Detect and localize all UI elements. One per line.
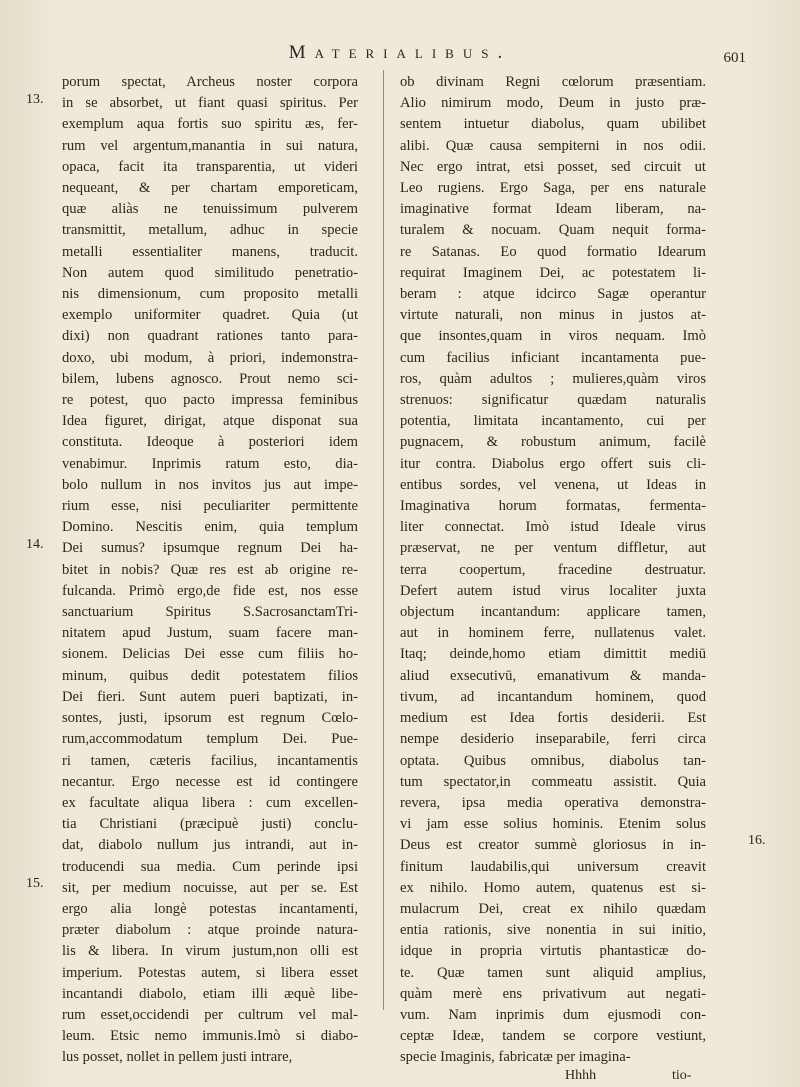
text-line: ceptæ Ideæ, tandem se corpore vestiunt, [400, 1028, 706, 1045]
margin-number-13: 13. [26, 92, 44, 107]
text-line: ex nihilo. Homo autem, quatenus est si- [400, 879, 706, 896]
text-line: liter connectat. Imò istud Ideale virus [400, 519, 706, 536]
text-line: necantur. Ergo necesse est id contingere [62, 773, 358, 790]
text-line: nequeant, & per chartam emporeticam, [62, 180, 358, 197]
text-line: nis dimensionum, cum proposito metalli [62, 286, 358, 303]
text-line: ros, quàm adultos ; mulieres,quàm viros [400, 370, 706, 387]
text-line: venabimur. Inprimis ratum esto, dia- [62, 455, 358, 472]
text-line: aliud exsecutivū, emanativum & manda- [400, 667, 706, 684]
margin-number-14: 14. [26, 537, 44, 552]
text-line: Domino. Nescitis enim, quia templum [62, 519, 358, 536]
text-line: turalem & nocuam. Quam nequit forma- [400, 222, 706, 239]
text-line: sanctuarium Spiritus S.SacrosanctamTri- [62, 604, 358, 621]
text-line: lis & libera. In virum justum,non olli est [62, 943, 358, 960]
text-line: Defert autem istud virus localiter juxta [400, 582, 706, 599]
text-line: constituta. Ideoque à posteriori idem [62, 434, 358, 451]
text-line: in se absorbet, ut fiant quasi spiritus. Per [62, 95, 358, 112]
text-line: entibus sordes, vel venena, ut Ideas in [400, 476, 706, 493]
text-line: Deus est creator summè gloriosus in in- [400, 837, 706, 854]
text-line: sentem intuetur diabolus, quam ubilibet [400, 116, 706, 133]
text-line: exemplum aqua fortis suo spiritu æs, fer- [62, 116, 358, 133]
text-line: transmittit, metallum, adhuc in specie [62, 222, 358, 239]
text-line: revera, ipsa media operativa demonstra- [400, 794, 706, 811]
text-line: nempe desiderio inseparabile, ferri circa [400, 731, 706, 748]
text-line: rum esset,occidendi per cultrum vel mal- [62, 1006, 358, 1023]
text-line: opaca, facit ita transparentia, ut videri [62, 158, 358, 175]
text-line: Itaq; deinde,homo etiam dimittit mediū [400, 646, 706, 663]
text-line: aut in hominem ferre, nullatenus valet. [400, 625, 706, 642]
text-line: dixi) non quadrant rationes tanto para- [62, 328, 358, 345]
text-line: rum vel argentum,manantia in sui natura, [62, 137, 358, 154]
left-text-column [62, 72, 358, 1069]
text-line: Alio nimirum modo, Deum in justo præ- [400, 95, 706, 112]
text-line: pugnacem, & robustum animum, facilè [400, 434, 706, 451]
text-line: Idea figuret, dirigat, atque disponat sua [62, 413, 358, 430]
page-header [0, 22, 800, 66]
text-line: tum spectator,in commeatu assistit. Quia [400, 773, 706, 790]
text-line: Dei sumus? ipsumque regnum Dei ha- [62, 540, 358, 557]
text-line: itur contra. Diabolus ergo offert suis cli- [400, 455, 706, 472]
text-line: vum. Nam inprimis dum ejusmodi con- [400, 1006, 706, 1023]
text-line: virtute naturali, non minus in justos at- [400, 307, 706, 324]
text-line: ergo alia longè potestas incantamenti, [62, 900, 358, 917]
text-line: potentia, limitata incantamento, cui per [400, 413, 706, 430]
text-line: terra coopertum, fracedine destruatur. [400, 561, 706, 578]
text-line: lus posset, nollet in pellem justi intrare, [62, 1049, 293, 1066]
text-line: Imaginativa horum formatas, fermenta- [400, 498, 706, 515]
text-line: Non autem quod similitudo penetratio- [62, 264, 358, 281]
page-number: 601 [723, 50, 746, 66]
text-line: te. Quæ tamen sunt aliquid amplius, [400, 964, 706, 981]
signature-mark: Hhhh [565, 1068, 597, 1083]
text-line: leum. Etsic nemo immunis.Imò si diabo- [62, 1028, 358, 1045]
text-line: beram : atque idcirco Sagæ operantur [400, 286, 706, 303]
text-line: quàm merè ens privativum aut negati- [400, 985, 706, 1002]
text-line: præter diabolum : atque proinde natura- [62, 922, 358, 939]
text-line: re Satanas. Eo quod formatio Idearum [400, 243, 706, 260]
text-line: doxo, ubi modum, à priori, indemonstra- [62, 349, 358, 366]
text-line: rium esse, nisi peculiariter permittente [62, 498, 358, 515]
text-line: bolo nullum in nos invitos jus aut impe- [62, 476, 358, 493]
text-line: quæ aliàs ne tenuissimum pulverem [62, 201, 358, 218]
text-line: objectum incantandum: applicare tamen, [400, 604, 706, 621]
text-line: optata. Quibus omnibus, diabolus tan- [400, 752, 706, 769]
text-line: strenuos: significatur quædam naturalis [400, 392, 706, 409]
text-line: dat, diabolo nullum jus intrandi, aut in- [62, 837, 358, 854]
text-line: metalli essentialiter manens, traducit. [62, 243, 358, 260]
margin-number-15: 15. [26, 876, 44, 891]
text-line: mulacrum Dei, creat ex nihilo quædam [400, 900, 706, 917]
text-line: requirat Imaginem Dei, ac potestatem li- [400, 264, 706, 281]
text-line: bilem, lubens agnosco. Prout nemo sci- [62, 370, 358, 387]
text-line: Dei fieri. Sunt autem pueri baptizati, in- [62, 688, 358, 705]
text-line: bitet in nobis? Quæ res est ab origine re- [62, 561, 358, 578]
text-line: minum, quibus dedit potestatem filios [62, 667, 358, 684]
text-line: re potest, quo pacto impressa feminibus [62, 392, 358, 409]
text-line: specie Imaginis, fabricatæ per imagina- [400, 1049, 631, 1066]
text-line: idque in propria virtutis phantasticæ do- [400, 943, 706, 960]
text-line: Leo rugiens. Ergo Saga, per ens naturale [400, 180, 706, 197]
text-line: tia Christiani (præcipuè justi) conclu- [62, 816, 358, 833]
text-line: alibi. Quæ causa sempiterni in nos odii. [400, 137, 706, 154]
column-divider [383, 70, 384, 1010]
text-line: imaginative format Ideam liberam, na- [400, 201, 706, 218]
text-line: ob divinam Regni cœlorum præsentiam. [400, 74, 706, 90]
text-line: sionem. Delicias Dei esse cum filiis ho- [62, 646, 358, 663]
margin-number-16: 16. [748, 833, 766, 848]
text-line: que insontes,quam in viros nequam. Imò [400, 328, 706, 345]
text-line: medium est Idea fortis desiderii. Est [400, 710, 706, 727]
text-line: ri tamen, cæteris facilius, incantamentis [62, 752, 358, 769]
text-line: imperium. Potestas autem, si libera esset [62, 964, 358, 981]
text-line: fulcanda. Primò ergo,de fide est, nos esse [62, 582, 358, 599]
text-line: nitatem apud Justum, suam facere man- [62, 625, 358, 642]
text-line: sontes, justi, ipsorum est regnum Cœlo- [62, 710, 358, 727]
text-line: vi jam esse solius hominis. Etenim solus [400, 816, 706, 833]
text-line: porum spectat, Archeus noster corpora [62, 74, 358, 90]
text-line: rum,accommodatum templum Dei. Pue- [62, 731, 358, 748]
catchword: tio- [672, 1068, 692, 1083]
text-line: incantandi diabolo, etiam illi æquè libe- [62, 985, 358, 1002]
text-line: entia rationis, sive nonentia in sui initio, [400, 922, 706, 939]
text-line: finitum laudabilis,qui universum creavit [400, 858, 706, 875]
text-line: Nec ergo intrat, etsi posset, sed circuit ut [400, 158, 706, 175]
text-line: troducendi sua media. Cum perinde ipsi [62, 858, 358, 875]
text-line: cum facilius inficiant incantamenta pue- [400, 349, 706, 366]
text-line: sit, per medium nocuisse, aut per se. Est [62, 879, 358, 896]
text-line: exemplo uniformiter quadret. Quia (ut [62, 307, 358, 324]
text-line: ex facultate aliqua libera : cum excellen- [62, 794, 358, 811]
running-head: Materialibus. [288, 42, 512, 63]
text-line: tivum, ad incantandum hominem, quod [400, 688, 706, 705]
right-text-column [400, 72, 706, 1069]
text-line: præservat, ne per ventum diffletur, aut [400, 540, 706, 557]
